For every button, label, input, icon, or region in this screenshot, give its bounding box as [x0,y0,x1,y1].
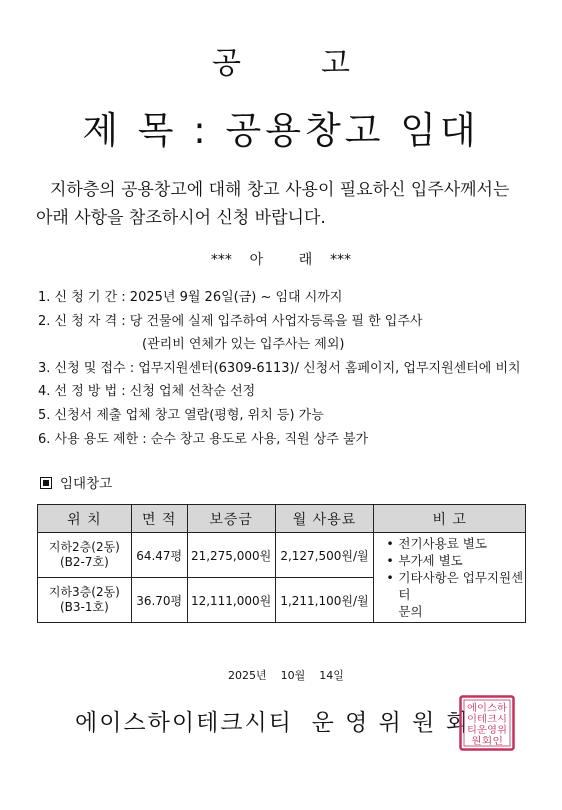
item-submission: 3. 신청 및 접수 : 업무지원센터(6309-6113)/ 신청서 홈페이지, 업무지원센터에 비치 [38,360,521,376]
remarks-cell [374,533,526,623]
intro-paragraph [36,176,546,232]
header-location: 위 치 [38,505,132,533]
square-bullet-icon [40,477,52,489]
header-monthly-fee: 월 사용료 [275,505,374,533]
header-remarks: 비 고 [374,505,526,533]
item-selection-method: 4. 선 정 방 법 : 신청 업체 선착순 선정 [38,384,256,400]
seal-text-line: 티운영위 [467,725,504,736]
item-eligibility: 2. 신 청 자 격 : 당 건물에 실제 입주하여 사업자등록을 필 한 입주사 [38,313,423,329]
item-viewing: 5. 신청서 제출 업체 창고 열람(평형, 위치 등) 가능 [38,407,324,423]
deposit-cell: 12,111,000원 [187,578,275,623]
item-application-period: 1. 신 청 기 간 : 2025년 9월 26일(금) ~ 임대 시까지 [38,290,343,305]
notice-items [38,286,548,451]
organization-name: 에이스하이테크시티 운 영 위 원 회 [75,710,470,736]
location-floor: 지하3층(2동) [48,585,120,599]
remark-item-text: 문의 [398,604,423,619]
location-unit: (B2-7호) [59,555,109,569]
item-eligibility-note: (관리비 연체가 있는 입주사는 제외) [142,337,345,353]
remark-item: • 부가세 별도 [386,552,525,569]
seal-text-line: 에이스하 [467,703,504,714]
rental-table [37,504,526,623]
table-row [38,533,526,578]
section-label [40,474,112,494]
remarks-list [374,535,525,620]
location-cell [38,578,132,623]
header-area: 면 적 [131,505,187,533]
location-cell [38,533,132,578]
remark-item: • 전기사용료 별도 [386,535,525,552]
deposit-cell: 21,275,000원 [187,533,275,578]
monthly-fee-cell: 2,127,500원/월 [275,533,374,578]
arae-heading: *** 아 래 *** [210,252,352,268]
notice-subject: 제 목 : 공용창고 임대 [82,109,480,152]
header-deposit: 보증금 [187,505,275,533]
item-usage-limit: 6. 사용 용도 제한 : 순수 창고 용도로 사용, 직원 상주 불가 [38,431,369,447]
area-cell: 36.70평 [131,578,187,623]
section-label-text: 임대창고 [60,476,113,492]
remark-item-text: 기타사항은 업무지원센터 [398,570,524,602]
official-seal-icon [459,695,515,751]
location-unit: (B3-1호) [59,600,109,614]
intro-line-1: 지하층의 공용창고에 대해 창고 사용이 필요하신 입주사께서는 [50,180,510,200]
notice-date: 2025년 10월 14일 [228,669,344,682]
monthly-fee-cell: 1,211,100원/월 [275,578,374,623]
table-header-row [38,505,526,533]
location-floor: 지하2층(2동) [48,540,120,554]
area-cell: 64.47평 [131,533,187,578]
intro-line-2: 아래 사항을 참조하시어 신청 바랍니다. [36,208,326,228]
seal-text-line: 원회인 [471,736,499,747]
notice-title: 공고 [212,46,430,81]
seal-text-line: 이테크시 [467,714,504,725]
remark-item [386,569,525,620]
